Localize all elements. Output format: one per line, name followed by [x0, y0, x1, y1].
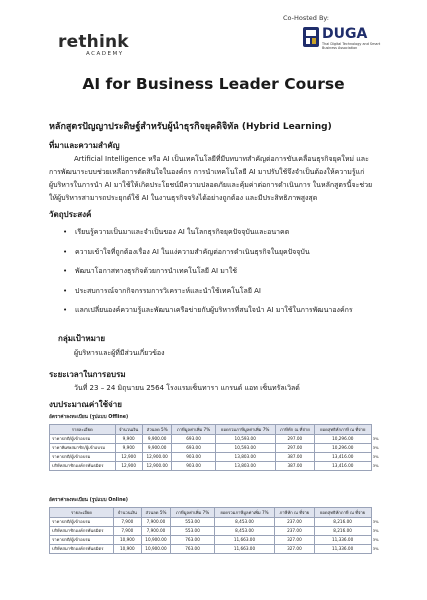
duga-logo-subtext: Thai Digital Technology and Smart Business Association: [322, 42, 381, 50]
table-cell: 387.00: [275, 461, 314, 470]
table-cell: 11,663.00: [214, 535, 274, 544]
table-cell: 12,900.00: [142, 452, 172, 461]
table-cell: บริษัทสมาชิกองค์กรพันธมิตร: [50, 526, 114, 535]
table-cell: 693.00: [172, 434, 215, 443]
objectives-list: [63, 226, 408, 317]
table-cell: 693.00: [172, 443, 215, 452]
column-header: ยอดรวมภาษีมูลค่าเพิ่ม 7%: [215, 425, 275, 435]
list-item: • ความเข้าใจที่ถูกต้องเรื่อง AI ในแง่ความสำคัญต่อการดำเนินธุรกิจในยุคปัจจุบัน: [63, 246, 408, 259]
table-cell: 3%: [372, 537, 379, 542]
column-header: ภาษีหัก ณ ที่จ่าย: [275, 425, 314, 435]
table-cell: 13,803.00: [215, 461, 275, 470]
table-cell: 10,593.00: [215, 443, 275, 452]
table-header-row: [50, 508, 383, 518]
table-cell: 11,336.00: [314, 544, 371, 553]
table-cell: 12,900: [115, 452, 142, 461]
table-header-row: [50, 425, 383, 435]
background-line-3: ผู้บริหารในการนำ AI มาใช้ให้เกิดประโยชน์มีความปลอดภัยและคุ้มค่าต่อการดำเนินการ ในหลักสูตรนี้จะช่วย: [49, 181, 373, 189]
table-cell: 8,453.00: [214, 517, 274, 526]
column-header: ภาษีหัก ณ ที่จ่าย: [275, 508, 314, 518]
table-cell: 3%: [372, 454, 379, 459]
table-row: [50, 452, 383, 461]
table-cell: 327.00: [275, 544, 314, 553]
table-cell: 9,900.00: [142, 434, 172, 443]
table-cell: ราคาปกติ/ผู้เข้าอบรม: [50, 452, 116, 461]
table-cell: 3%: [372, 463, 379, 468]
table-cell: 8,453.00: [214, 526, 274, 535]
table-cell: บริษัทสมาชิกองค์กรพันธมิตร: [50, 544, 114, 553]
table-row: [50, 535, 383, 544]
table-cell: 387.00: [275, 452, 314, 461]
column-header: ยอดสุทธิหักภาษี ณ ที่จ่าย: [314, 425, 371, 435]
table-cell: 7,900.00: [141, 526, 171, 535]
table-cell: 8,216.00: [314, 517, 371, 526]
table-cell: 10,296.00: [314, 434, 371, 443]
table-cell: 10,296.00: [314, 443, 371, 452]
column-header-blank: [371, 425, 382, 435]
table-row: [50, 517, 383, 526]
table-cell: 10,900.00: [141, 535, 171, 544]
table-cell: 11,663.00: [214, 544, 274, 553]
duga-logo: DUGA: [322, 26, 368, 42]
table-cell: 3%: [372, 528, 379, 533]
table-cell: ราคาพิเศษสมาชิก/ผู้เข้าอบรม: [50, 443, 116, 452]
background-line-2: การพัฒนาระบบช่วยเหลือการตัดสินใจในองค์กร การนำเทคโนโลยี AI มาปรับใช้จึงจำเป็นต้องให้ความรู้แก่: [49, 168, 365, 176]
table-cell: 3%: [372, 546, 379, 551]
table-cell: 903.00: [172, 461, 215, 470]
table-cell: 9,900.00: [142, 443, 172, 452]
schedule-heading: ระยะเวลาในการอบรม: [49, 370, 126, 379]
list-item: • เรียนรู้ความเป็นมาและจำเป็นของ AI ในโลกธุรกิจยุคปัจจุบันและอนาคต: [63, 226, 408, 239]
table-cell: 10,900: [114, 544, 141, 553]
column-header: ยอดรวมภาษีมูลค่าเพิ่ม 7%: [214, 508, 274, 518]
table-cell: ราคาปกติ/ผู้เข้าอบรม: [50, 434, 116, 443]
rethink-logo: rethink: [58, 32, 129, 52]
table-cell: 10,900.00: [141, 544, 171, 553]
table-row: [50, 544, 383, 553]
column-header: ส่วนลด 5%: [141, 508, 171, 518]
table-cell: 327.00: [275, 535, 314, 544]
background-heading: ที่มาและความสำคัญ: [49, 141, 120, 150]
column-header: ยอดสุทธิหักภาษี ณ ที่จ่าย: [314, 508, 371, 518]
table-cell: 763.00: [171, 535, 214, 544]
table-cell: 237.00: [275, 526, 314, 535]
column-header: ภาษีมูลค่าเพิ่ม 7%: [171, 508, 214, 518]
column-header: ภาษีมูลค่าเพิ่ม 7%: [172, 425, 215, 435]
target-heading: กลุ่มเป้าหมาย: [58, 334, 106, 343]
column-header-blank: [371, 508, 382, 518]
objectives-heading: วัตถุประสงค์: [49, 210, 92, 219]
table-cell: 903.00: [172, 452, 215, 461]
table-row: [50, 526, 383, 535]
duga-emblem-icon: [302, 26, 320, 48]
column-header: ส่วนลด 5%: [142, 425, 172, 435]
table-cell: 10,900: [114, 535, 141, 544]
table-row: [50, 461, 383, 470]
column-header: จำนวนเงิน: [114, 508, 141, 518]
list-item: • พัฒนาโอกาสทางธุรกิจด้วยการนำเทคโนโลยี AI มาใช้: [63, 265, 408, 278]
online-table-label: อัตราค่าลงทะเบียน (รูปแบบ Online): [49, 498, 128, 503]
background-line-1: Artificial Intelligence หรือ AI เป็นเทคโนโลยีที่มีบทบาทสำคัญต่อการขับเคลื่อนธุรกิจยุคใหม่ และ: [74, 155, 369, 163]
course-title: AI for Business Leader Course: [82, 75, 345, 93]
table-cell: 3%: [372, 436, 379, 441]
table-cell: 13,803.00: [215, 452, 275, 461]
table-cell: 7,900: [114, 526, 141, 535]
offline-table-label: อัตราค่าลงทะเบียน (รูปแบบ Offline): [49, 415, 129, 420]
table-cell: 7,900.00: [141, 517, 171, 526]
table-row: [50, 443, 383, 452]
table-cell: บริษัทสมาชิกองค์กรพันธมิตร: [50, 461, 116, 470]
table-cell: 11,336.00: [314, 535, 371, 544]
list-item: • ประสบการณ์จากกิจกรรมการวิเคราะห์และนำใช้เทคโนโลยี AI: [63, 285, 408, 298]
table-cell: 3%: [372, 519, 379, 524]
cohost-label: Co-Hosted By:: [283, 14, 329, 22]
table-cell: 8,216.00: [314, 526, 371, 535]
table-cell: 553.00: [171, 526, 214, 535]
table-cell: 10,593.00: [215, 434, 275, 443]
table-cell: 12,900: [115, 461, 142, 470]
table-cell: 9,900: [115, 443, 142, 452]
column-header: รายละเอียด: [50, 508, 114, 518]
table-cell: 12,900.00: [142, 461, 172, 470]
budget-heading: งบประมาณค่าใช้จ่าย: [49, 400, 122, 409]
list-item: • แลกเปลี่ยนองค์ความรู้และพัฒนาเครือข่ายกับผู้บริหารที่สนใจนำ AI มาใช้ในการพัฒนาองค์กร: [63, 304, 408, 317]
rethink-logo-academy: ACADEMY: [86, 51, 124, 57]
background-line-4: ให้ผู้บริหารสามารถประยุกต์ใช้ AI ในงานธุรกิจจริงได้อย่างถูกต้อง และมีประสิทธิภาพสูงสุด: [49, 194, 318, 202]
table-cell: ราคาปกติ/ผู้เข้าอบรม: [50, 535, 114, 544]
table-row: [50, 434, 383, 443]
course-subtitle: หลักสูตรปัญญาประดิษฐ์สำหรับผู้นำธุรกิจยุคดิจิทัล (Hybrid Learning): [49, 122, 332, 132]
table-cell: 553.00: [171, 517, 214, 526]
table-cell: 237.00: [275, 517, 314, 526]
table-cell: 13,416.00: [314, 461, 371, 470]
column-header: รายละเอียด: [50, 425, 116, 435]
table-cell: 13,416.00: [314, 452, 371, 461]
online-price-table: [49, 507, 383, 554]
table-cell: 3%: [372, 445, 379, 450]
target-text: ผู้บริหารและผู้ที่มีส่วนเกี่ยวข้อง: [74, 349, 165, 357]
table-cell: 7,900: [114, 517, 141, 526]
table-cell: 763.00: [171, 544, 214, 553]
table-cell: ราคาปกติ/ผู้เข้าอบรม: [50, 517, 114, 526]
schedule-text: วันที่ 23 – 24 มิถุนายน 2564 โรงแรมเซ็นทารา แกรนด์ แอท เซ็นทรัลเวิลด์: [74, 384, 300, 392]
table-cell: 297.00: [275, 434, 314, 443]
table-cell: 297.00: [275, 443, 314, 452]
table-cell: 9,900: [115, 434, 142, 443]
column-header: จำนวนเงิน: [115, 425, 142, 435]
offline-price-table: [49, 424, 383, 471]
